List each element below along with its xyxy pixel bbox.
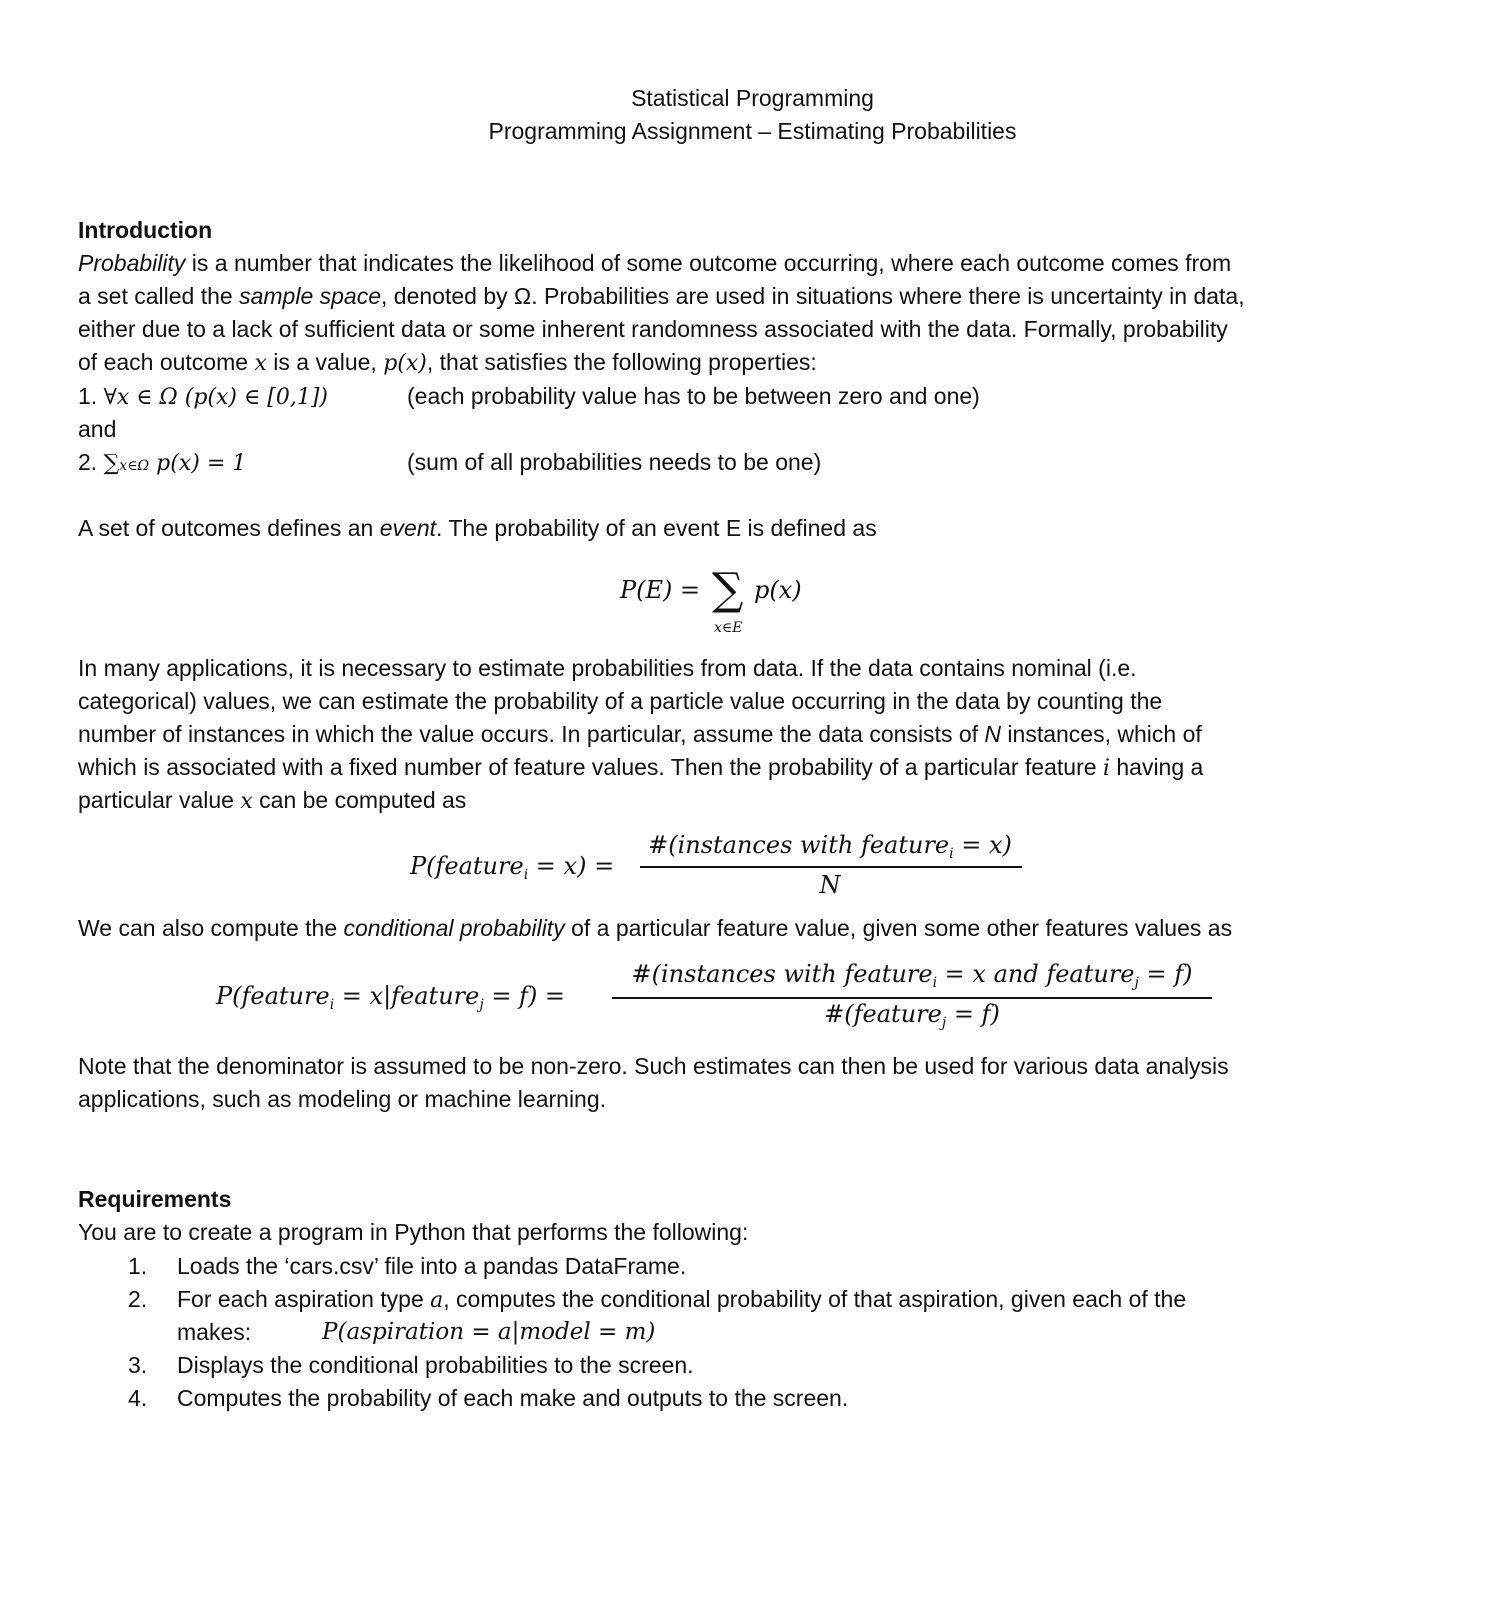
text-span: . The probability of an event E is defined as <box>436 515 877 541</box>
list-item-text: Displays the conditional probabilities to the screen. <box>177 1352 694 1378</box>
math-px: p(x) <box>383 351 427 376</box>
list-item-text: Loads the ‘cars.csv’ file into a pandas DataFrame. <box>177 1253 687 1279</box>
subscript: j <box>1134 975 1139 991</box>
sum-subscript: x∈Ω <box>119 458 150 474</box>
text-span: = x) = <box>528 852 615 880</box>
list-item-text <box>177 1283 1186 1317</box>
equation-rhs: p(x) <box>754 576 802 604</box>
text-span: P(feature <box>410 852 524 880</box>
equation-lhs: P(E) = <box>620 576 701 604</box>
conditional-line <box>78 912 1232 945</box>
sigma-symbol: ∑ <box>712 564 744 615</box>
text-span: = x|feature <box>334 982 480 1010</box>
introduction-heading: Introduction <box>78 217 213 243</box>
list-item-text: Computes the probability of each make and outputs to the screen. <box>177 1385 849 1411</box>
term-conditional-probability: conditional probability <box>343 915 565 941</box>
text-span: , denoted by Ω. Probabilities are used in situations where there is uncertainty in data, <box>381 283 1245 309</box>
text-span: For each aspiration type <box>177 1286 431 1312</box>
subscript: j <box>941 1015 947 1031</box>
text-span: #(instances with feature <box>631 960 933 988</box>
text-span: is a number that indicates the likelihood of some outcome occurring, where each outcome comes from <box>185 250 1232 276</box>
list-item-number: 3. <box>128 1352 148 1378</box>
text-span: #(feature <box>824 1000 942 1028</box>
term-event: event <box>379 515 437 541</box>
term-sample-space: sample space <box>239 283 382 309</box>
text-span: particular value <box>78 787 241 813</box>
subscript: i <box>949 846 954 862</box>
list-item-number: 2. <box>128 1286 148 1312</box>
assignment-title: Programming Assignment – Estimating Probabilities <box>488 118 1017 144</box>
requirements-intro: You are to create a program in Python that performs the following: <box>78 1219 749 1245</box>
event-line <box>78 512 877 545</box>
fraction-denominator: N <box>819 871 841 899</box>
property-2-note: (sum of all probabilities needs to be one) <box>407 449 822 475</box>
text-span: A set of outcomes defines an <box>78 515 380 541</box>
note-line-2: applications, such as modeling or machine learning. <box>78 1086 607 1112</box>
estimate-paragraph-line-4 <box>78 751 1203 785</box>
property-label: 1. <box>78 383 104 409</box>
var-a: a <box>430 1288 444 1313</box>
fraction-numerator <box>640 831 1020 862</box>
list-item-continuation: makes: <box>177 1319 252 1345</box>
term-probability: Probability <box>78 250 186 276</box>
text-span: is a value, <box>266 349 384 375</box>
text-span: , computes the conditional probability of that aspiration, given each of the <box>443 1286 1187 1312</box>
note-line-1: Note that the denominator is assumed to be non-zero. Such estimates can then be used for various data analysis <box>78 1053 1229 1079</box>
and-word: and <box>78 416 117 442</box>
text-span: which is associated with a fixed number of feature values. Then the probability of a particular feature <box>78 754 1103 780</box>
text-span: = f) = <box>483 982 566 1010</box>
estimate-paragraph-line-3 <box>78 718 1202 751</box>
sum-symbol: ∑ <box>103 451 120 476</box>
conditional-formula: P(aspiration = a|model = m) <box>322 1319 656 1345</box>
intro-paragraph-line-4 <box>78 346 817 380</box>
text-span: = f) <box>1138 960 1193 988</box>
fraction-bar <box>612 997 1212 999</box>
text-span: We can also compute the <box>78 915 344 941</box>
text-span: #(instances with feature <box>648 831 950 859</box>
property-formula: ∀x ∈ Ω (p(x) ∈ [0,1]) <box>103 385 329 410</box>
text-span: of a particular feature value, given some other features values as <box>564 915 1233 941</box>
math-x: x <box>254 351 267 376</box>
estimate-paragraph-line-5 <box>78 784 466 818</box>
equation-lhs <box>216 982 565 1013</box>
text-span: can be computed as <box>252 787 467 813</box>
intro-paragraph-line-3: either due to a lack of sufficient data or some inherent randomness associated with the data. Formally, probability <box>78 316 1228 342</box>
text-span: instances, which of <box>1001 721 1202 747</box>
var-i: i <box>1102 756 1110 781</box>
property-2 <box>78 446 246 483</box>
list-item-number: 1. <box>128 1253 148 1279</box>
text-span: a set called the <box>78 283 240 309</box>
text-span: = x) <box>953 831 1012 859</box>
course-title: Statistical Programming <box>631 85 874 111</box>
subscript: j <box>479 997 484 1013</box>
property-formula: p(x) = 1 <box>149 451 247 476</box>
property-1 <box>78 380 328 414</box>
property-label: 2. <box>78 449 104 475</box>
fraction-numerator <box>612 960 1212 991</box>
estimate-paragraph-line-1: In many applications, it is necessary to estimate probabilities from data. If the data contains nominal (i.e. <box>78 655 1137 681</box>
intro-paragraph-line-2 <box>78 280 1245 313</box>
text-span: of each outcome <box>78 349 255 375</box>
text-span: having a <box>1109 754 1204 780</box>
equation-lhs <box>410 852 614 883</box>
var-N: N <box>984 721 1002 747</box>
text-span: number of instances in which the value occurs. In particular, assume the data consists of <box>78 721 985 747</box>
property-1-note: (each probability value has to be between zero and one) <box>407 383 980 409</box>
fraction-bar <box>640 866 1022 868</box>
text-span: P(feature <box>216 982 330 1010</box>
fraction-denominator <box>612 1000 1212 1031</box>
sigma-subscript: x∈E <box>714 620 743 636</box>
text-span: = x and feature <box>937 960 1135 988</box>
subscript: i <box>932 975 938 991</box>
text-span: = f) <box>946 1000 1000 1028</box>
estimate-paragraph-line-2: categorical) values, we can estimate the probability of a particle value occurring in the data by counting the <box>78 688 1163 714</box>
subscript: i <box>523 867 529 883</box>
list-item-number: 4. <box>128 1385 148 1411</box>
var-x: x <box>240 789 253 814</box>
intro-paragraph-line-1 <box>78 247 1231 280</box>
text-span: , that satisfies the following properties: <box>426 349 817 375</box>
subscript: i <box>329 997 335 1013</box>
requirements-heading: Requirements <box>78 1186 232 1212</box>
